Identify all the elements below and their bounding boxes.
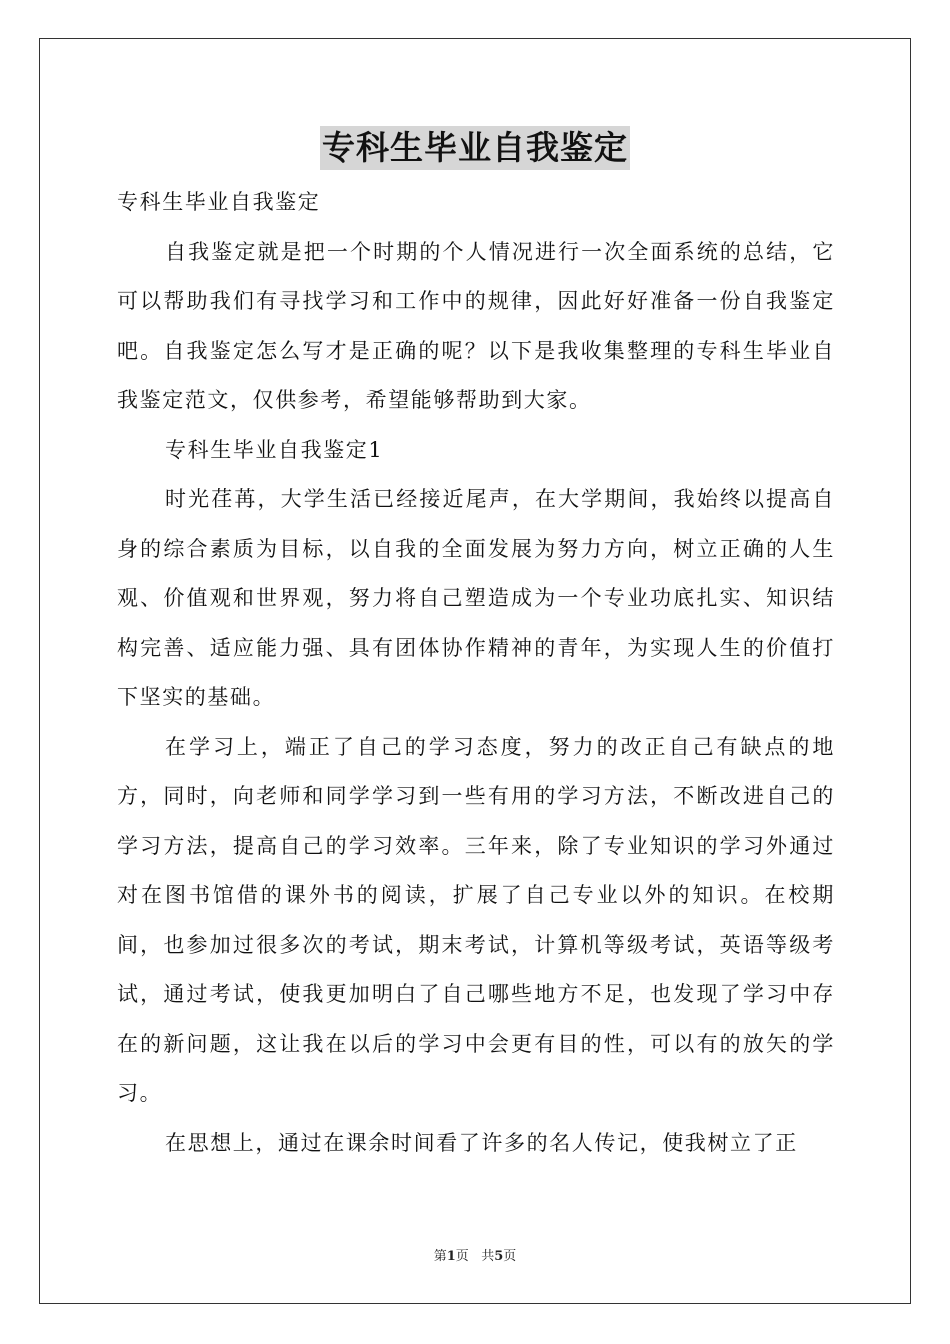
page-footer (0, 1248, 950, 1266)
paragraph-thought: 在思想上，通过在课余时间看了许多的名人传记，使我树立了正 (165, 1130, 798, 1155)
page-suffix: 页 (455, 1249, 469, 1264)
paragraph-subtitle: 专科生毕业自我鉴定 (117, 190, 321, 214)
section-heading: 专科生毕业自我鉴定1 (165, 437, 384, 462)
page-number: 1 (446, 1249, 456, 1264)
total-prefix: 共 (481, 1249, 495, 1264)
paragraph-intro: 自我鉴定就是把一个时期的个人情况进行一次全面系统的总结，它可以帮助我们有寻找学习和工作中的规律，因此好好准备一份自我鉴定吧。自我鉴定怎么写才是正确的呢？以下是我收集整理的专科生毕业自我鉴定范文，仅供参考，希望能够帮助到大家。 (117, 239, 835, 412)
total-suffix: 页 (503, 1249, 517, 1264)
paragraph-study: 在学习上，端正了自己的学习态度，努力的改正自己有缺点的地方，同时，向老师和同学学习到一些有用的学习方法，不断改进自己的学习方法，提高自己的学习效率。三年来，除了专业知识的学习外通过对在图书馆借的课外书的阅读，扩展了自己专业以外的知识。在校期间，也参加过很多次的考试，期末考试，计算机等级考试，英语等级考试，通过考试，使我更加明白了自己哪些地方不足，也发现了学习中存在的新问题，这让我在以后的学习中会更有目的性，可以有的放矢的学习。 (117, 734, 835, 1105)
page-prefix: 第 (433, 1249, 447, 1264)
total-pages: 5 (494, 1249, 504, 1264)
document-body (117, 178, 835, 1168)
document-title-text: 专科生毕业自我鉴定 (320, 126, 630, 170)
paragraph-overview: 时光荏苒，大学生活已经接近尾声，在大学期间，我始终以提高自身的综合素质为目标，以自我的全面发展为努力方向，树立正确的人生观、价值观和世界观，努力将自己塑造成为一个专业功底扎实、知识结构完善、适应能力强、具有团体协作精神的青年，为实现人生的价值打下坚实的基础。 (117, 487, 835, 709)
document-title (0, 126, 950, 170)
